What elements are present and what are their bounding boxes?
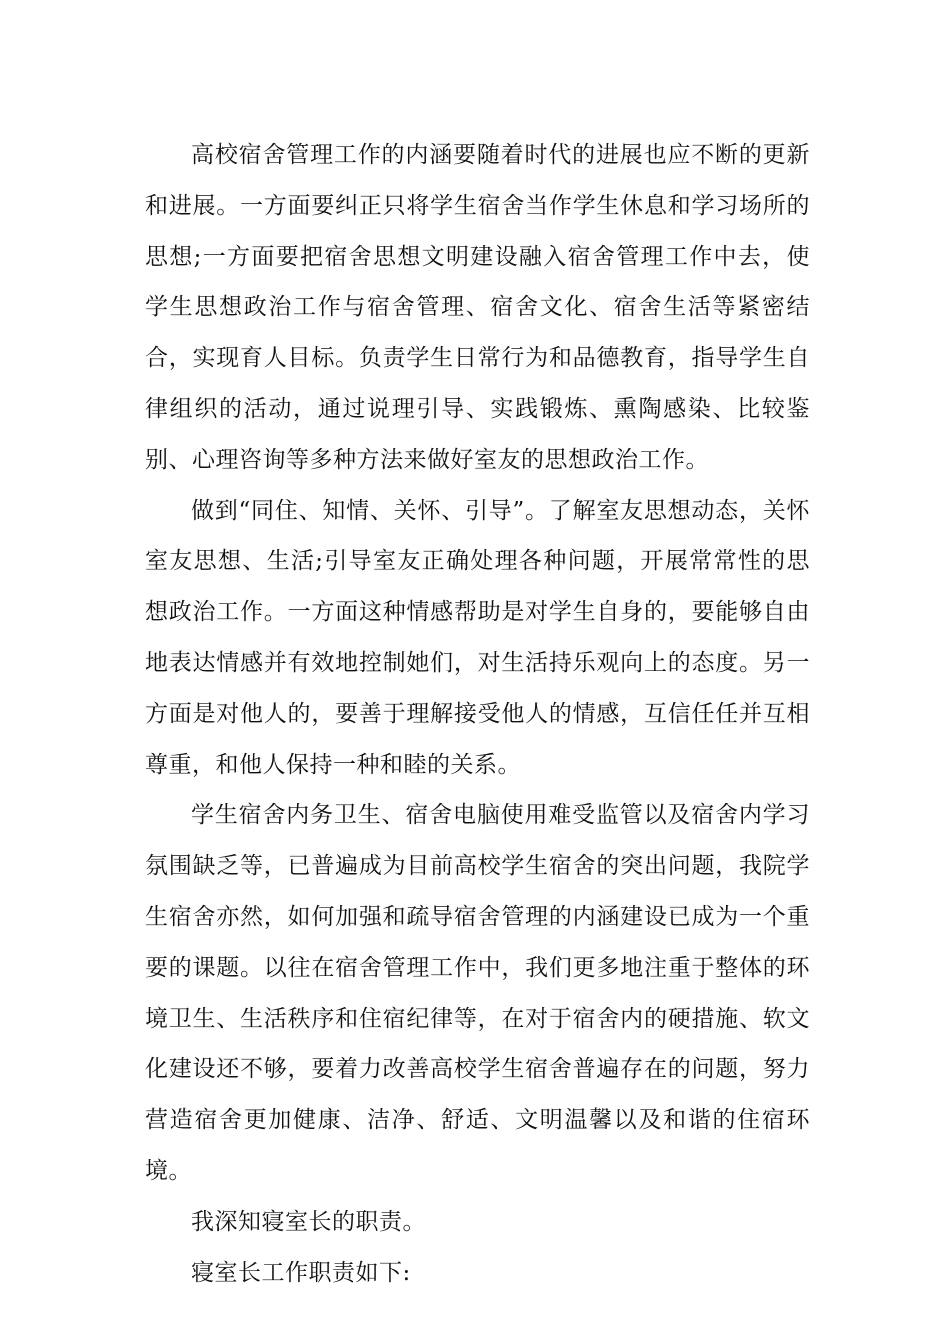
- paragraph-3: 学生宿舍内务卫生、宿舍电脑使用难受监管以及宿舍内学习氛围缺乏等，已普遍成为目前高校学生宿舍的突出问题，我院学生宿舍亦然，如何加强和疏导宿舍管理的内涵建设已成为一个重要的课题。以往在宿舍管理工作中，我们更多地注重于整体的环境卫生、生活秩序和住宿纪律等，在对于宿舍内的硬措施、软文化建设还不够，要着力改善高校学生宿舍普遍存在的问题，努力营造宿舍更加健康、洁净、舒适、文明温馨以及和谐的住宿环境。: [145, 802, 810, 1184]
- paragraph-1: 高校宿舍管理工作的内涵要随着时代的进展也应不断的更新和进展。一方面要纠正只将学生宿舍当作学生休息和学习场所的思想;一方面要把宿舍思想文明建设融入宿舍管理工作中去，使学生思想政治工作与宿舍管理、宿舍文化、宿舍生活等紧密结合，实现育人目标。负责学生日常行为和品德教育，指导学生自律组织的活动，通过说理引导、实践锻炼、熏陶感染、比较鉴别、心理咨询等多种方法来做好室友的思想政治工作。: [145, 142, 810, 473]
- paragraph-4: 我深知寝室长的职责。: [191, 1208, 426, 1235]
- paragraph-5: 寝室长工作职责如下:: [191, 1259, 411, 1286]
- document-body: [145, 130, 810, 1298]
- paragraph-2: 做到“同住、知情、关怀、引导”。了解室友思想动态，关怀室友思想、生活;引导室友正确处理各种问题，开展常常性的思想政治工作。一方面这种情感帮助是对学生自身的，要能够自由地表达情感并有效地控制她们，对生活持乐观向上的态度。另一方面是对他人的，要善于理解接受他人的情感，互信任任并互相尊重，和他人保持一种和睦的关系。: [145, 497, 810, 778]
